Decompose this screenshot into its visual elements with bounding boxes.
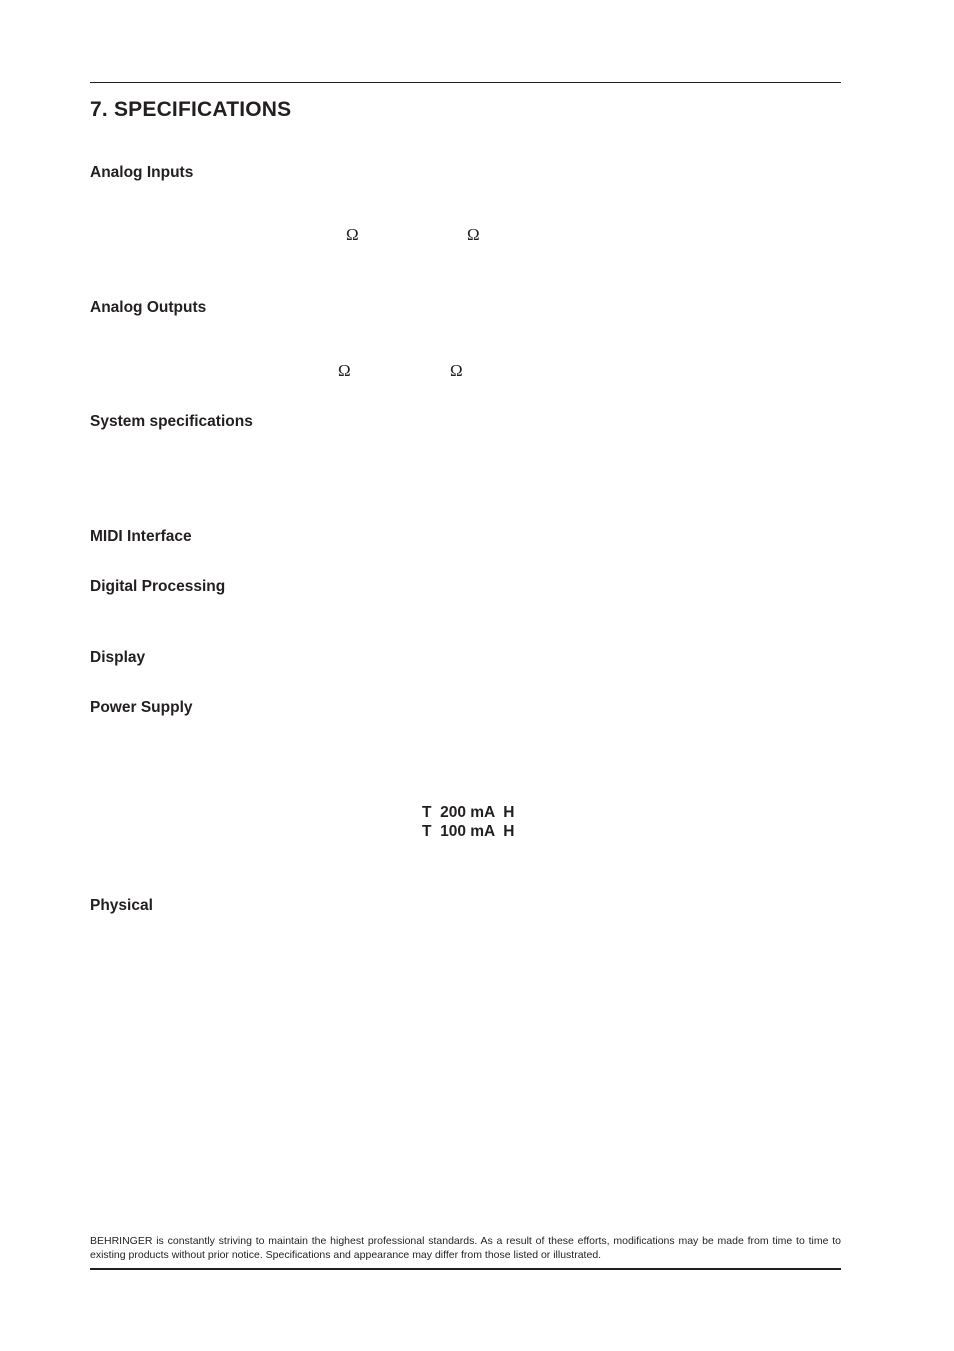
ohm-symbol-input-impedance-2: Ω [467, 225, 480, 244]
disclaimer-text: BEHRINGER is constantly striving to maintain the highest professional standards. As a result of these efforts, modifications may be made from time to time to existing products without prior notice. Specifications and appearance may differ from those listed or illustrated. [90, 1235, 841, 1261]
fuse-rating-1: T 200 mA H [422, 804, 515, 821]
section-heading-physical: Physical [90, 897, 153, 914]
bottom-rule [90, 1268, 841, 1270]
ohm-symbol-output-impedance-1: Ω [338, 361, 351, 380]
section-heading-analog-outputs: Analog Outputs [90, 299, 207, 316]
section-heading-system-specifications: System specifications [90, 413, 253, 430]
ohm-symbol-input-impedance-1: Ω [346, 225, 359, 244]
section-heading-power-supply: Power Supply [90, 699, 193, 716]
section-heading-display: Display [90, 649, 146, 666]
top-rule [90, 82, 841, 83]
fuse-rating-2: T 100 mA H [422, 823, 515, 840]
ohm-symbol-output-impedance-2: Ω [450, 361, 463, 380]
section-heading-analog-inputs: Analog Inputs [90, 164, 194, 181]
section-heading-digital-processing: Digital Processing [90, 578, 226, 595]
section-heading-midi-interface: MIDI Interface [90, 528, 192, 545]
page-title: 7. SPECIFICATIONS [90, 98, 292, 121]
